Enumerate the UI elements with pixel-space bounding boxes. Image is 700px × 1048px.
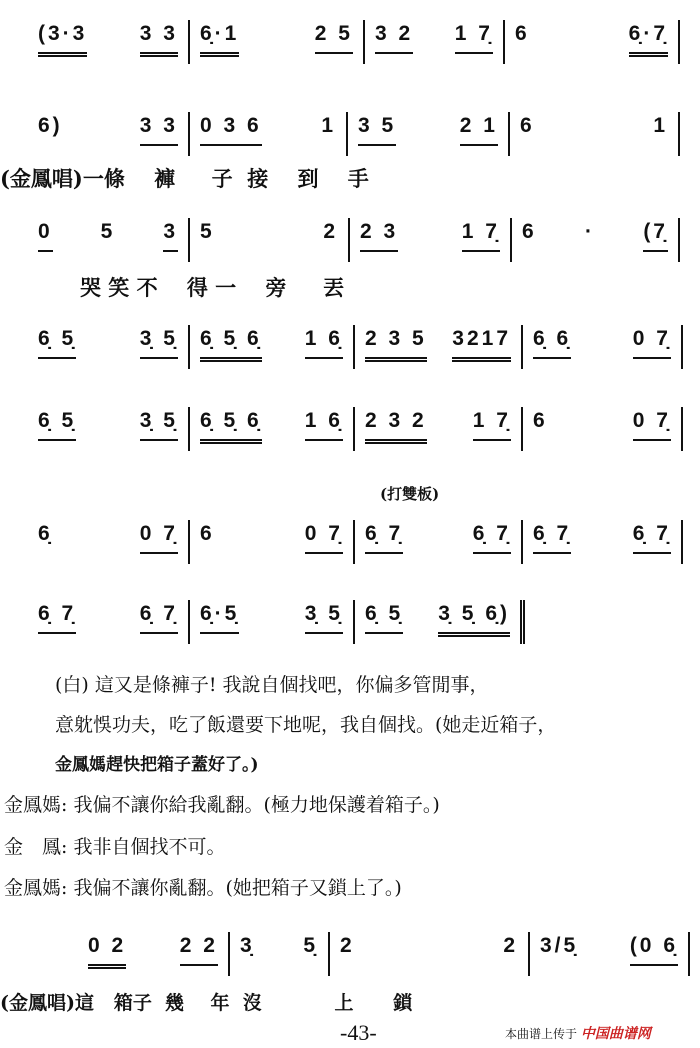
note-group: 0 2 xyxy=(88,932,126,969)
dialogue-line: (白) 這又是條褲子! 我說自個找吧，你偏多管閒事， xyxy=(55,674,489,696)
dialogue-line: 意躭悞功夫，吃了飯還要下地呢，我自個找。(她走近箱子， xyxy=(55,714,557,736)
measure xyxy=(510,112,680,156)
measure xyxy=(530,932,690,976)
measure xyxy=(190,600,355,644)
note-group: 5 xyxy=(100,220,116,243)
note-group: 1 7̣ xyxy=(473,407,511,441)
note-group: 1 6̣ xyxy=(305,325,343,359)
note-group: 0 7̣ xyxy=(140,520,178,554)
note-group: 2 xyxy=(323,220,338,243)
note-group: 0 7̣ xyxy=(305,520,343,554)
note-group: 6̣ 6̣ xyxy=(533,325,571,359)
measure xyxy=(330,932,530,976)
note-group: 6 xyxy=(522,220,537,243)
measure xyxy=(355,600,525,644)
note-group: 0 7̣ xyxy=(633,325,671,359)
note-group: 6 xyxy=(200,522,215,545)
note-group: 0 3 6 xyxy=(200,112,262,146)
note-group: 3 3 xyxy=(140,20,178,57)
note-group: 6̣ 7̣ xyxy=(140,600,178,634)
note-group: 6̣ 5̣ xyxy=(365,600,403,634)
score-row xyxy=(0,112,700,156)
lyrics-line: 哭 笑 不 得 一 旁 丟 xyxy=(80,275,344,300)
note-group: 6̣ 5̣ xyxy=(38,325,76,359)
note-group: 6̣ 7̣ xyxy=(633,520,671,554)
note-group: 3̣ 5̣ xyxy=(140,325,178,359)
measure xyxy=(350,218,512,262)
measure xyxy=(0,325,190,369)
measure xyxy=(0,932,230,976)
note-group: 1 6̣ xyxy=(305,407,343,441)
note-group: 2 3 5 xyxy=(365,325,427,362)
note-group: 3 5 xyxy=(358,112,396,146)
note-group: 2 xyxy=(340,934,355,957)
measure xyxy=(512,218,680,262)
note-group: 1 7̣ xyxy=(462,218,500,252)
score-row xyxy=(0,325,700,369)
score-row xyxy=(0,600,700,644)
lyrics-line: (金鳳唱)一條 褲 子 接 到 手 xyxy=(0,166,369,191)
note-group: 3217 xyxy=(452,325,511,362)
measure xyxy=(348,112,510,156)
note-group: 6̣ 7̣ xyxy=(473,520,511,554)
note-group: 3̣ xyxy=(240,934,255,957)
note-group: 6̣·7̣ xyxy=(629,20,668,57)
annotation: (打雙板) xyxy=(380,485,440,503)
note-group: 5 xyxy=(200,220,215,243)
measure xyxy=(0,600,190,644)
note-group: (7̣ xyxy=(643,218,668,252)
note-group: 3̣ 5̣ xyxy=(140,407,178,441)
note-group: 6̣ 7̣ xyxy=(38,600,76,634)
measure xyxy=(190,218,350,262)
note-group: 6̣ 5̣ 6̣ xyxy=(200,325,262,362)
score-row xyxy=(0,20,700,64)
note-group: 6̣ 7̣ xyxy=(533,520,571,554)
measure xyxy=(523,520,683,564)
note-group: 6̣·5̣ xyxy=(200,600,239,634)
measure xyxy=(0,20,190,64)
note-group: 2 2 xyxy=(180,932,218,966)
dialogue-line: 金鳳媽趕快把箱子蓋好了。) xyxy=(55,755,259,775)
note-group: 3 xyxy=(163,218,178,252)
note-group: (3·3 xyxy=(38,20,87,57)
note-group: 1 xyxy=(653,114,668,137)
watermark xyxy=(505,1023,651,1043)
dialogue-line: 金 鳳: 我非自個找不可。 xyxy=(4,836,226,858)
measure xyxy=(0,112,190,156)
page-number: -43- xyxy=(340,1020,377,1045)
measure xyxy=(0,218,190,262)
dialogue-line: 金鳳媽: 我偏不讓你亂翻。(她把箱子又鎖上了。) xyxy=(4,877,402,899)
measure xyxy=(0,520,190,564)
measure xyxy=(190,325,355,369)
measure xyxy=(0,407,190,451)
measure xyxy=(190,407,355,451)
score-row xyxy=(0,932,700,976)
measure xyxy=(190,520,355,564)
note-group: 3̣ 5̣ xyxy=(305,600,343,634)
note-group: 0 xyxy=(38,218,53,252)
note-group: 2 xyxy=(503,934,518,957)
measure xyxy=(230,932,330,976)
note-group: 3̣ 5̣ 6̣) xyxy=(438,600,510,637)
dialogue-line: 金鳳媽: 我偏不讓你給我亂翻。(極力地保護着箱子。) xyxy=(4,794,440,816)
measure xyxy=(190,20,365,64)
note-group: 3/5̣ xyxy=(540,934,579,957)
measure xyxy=(523,407,683,451)
score-row xyxy=(0,218,700,262)
note-group: · xyxy=(585,220,595,243)
note-group: 6 xyxy=(520,114,535,137)
note-group: 6̣ xyxy=(38,522,53,545)
note-group: 2 1 xyxy=(460,112,498,146)
measure xyxy=(365,20,505,64)
note-group: 6 xyxy=(515,22,530,45)
note-group: 0 7̣ xyxy=(633,407,671,441)
note-group: 6 xyxy=(533,409,548,432)
note-group: 2 3 2 xyxy=(365,407,427,444)
score-row xyxy=(0,520,700,564)
measure xyxy=(355,325,523,369)
note-group: 6̣·1 xyxy=(200,20,239,57)
note-group: 6̣ 5̣ 6̣ xyxy=(200,407,262,444)
note-group: 5̣ xyxy=(303,934,318,957)
note-group: 6̣ 7̣ xyxy=(365,520,403,554)
measure xyxy=(355,520,523,564)
measure xyxy=(505,20,680,64)
note-group: 2 5 xyxy=(315,20,353,54)
watermark-brand: 中国曲谱网 xyxy=(580,1026,651,1042)
watermark-text: 本曲谱上传于 xyxy=(505,1027,578,1041)
score-row xyxy=(0,407,700,451)
note-group: 2 3 xyxy=(360,218,398,252)
note-group: 1 xyxy=(321,114,336,137)
note-group: 3 3 xyxy=(140,112,178,146)
measure xyxy=(190,112,348,156)
note-group: 6̣ 5̣ xyxy=(38,407,76,441)
lyrics-line: (金鳳唱)這 箱子 幾 年 沒 上 鎖 xyxy=(0,992,413,1014)
note-group: 1 7̣ xyxy=(455,20,493,54)
note-group: (0 6̣ xyxy=(630,932,678,966)
measure xyxy=(355,407,523,451)
measure xyxy=(523,325,683,369)
note-group: 3 2 xyxy=(375,20,413,54)
note-group: 6) xyxy=(38,114,63,137)
